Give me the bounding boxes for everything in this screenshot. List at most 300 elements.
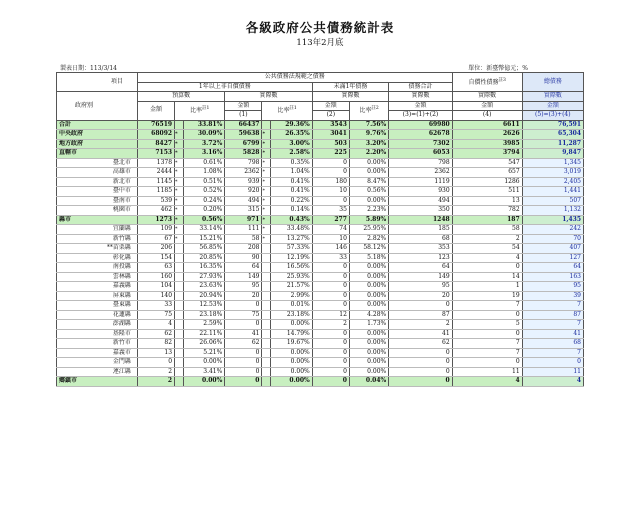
- cell-t: 149: [389, 272, 452, 282]
- cell-s: 0: [312, 377, 349, 387]
- table-row: [57, 206, 584, 216]
- cell-bs: [175, 329, 184, 339]
- cell-t: 0: [389, 348, 452, 358]
- cell-s: 277: [312, 215, 349, 225]
- cell-ar: 0.22%: [271, 196, 313, 206]
- cell-l: 782: [452, 206, 522, 216]
- cell-bs: *: [175, 206, 184, 216]
- header-budget-amount: 金額: [137, 101, 174, 120]
- cell-a: 2362: [225, 168, 262, 178]
- cell-l: 1: [452, 282, 522, 292]
- cell-tot: 2,405: [522, 177, 583, 187]
- cell-l: 511: [452, 187, 522, 197]
- cell-name: 嘉義市: [57, 348, 138, 358]
- cell-b: 75: [137, 310, 174, 320]
- header-short-ratio: 比率$^{註2}$: [349, 101, 388, 120]
- cell-l: 58: [452, 225, 522, 235]
- cell-as: [262, 301, 271, 311]
- page-title: 各級政府公共債務統計表: [245, 20, 395, 35]
- cell-t: 2: [389, 320, 452, 330]
- cell-sr: 0.00%: [349, 358, 388, 368]
- header-col5: (5)=(3)+(4): [522, 111, 583, 121]
- cell-bs: *: [175, 168, 184, 178]
- cell-a: 66437: [225, 120, 262, 130]
- cell-as: [262, 263, 271, 273]
- cell-t: 95: [389, 282, 452, 292]
- cell-s: 0: [312, 367, 349, 377]
- cell-a: 6799: [225, 139, 262, 149]
- cell-a: 0: [225, 377, 262, 387]
- cell-name: 屏東縣: [57, 291, 138, 301]
- cell-a: 0: [225, 320, 262, 330]
- cell-bs: [175, 377, 184, 387]
- cell-a: 62: [225, 339, 262, 349]
- cell-a: 920: [225, 187, 262, 197]
- cell-t: 2362: [389, 168, 452, 178]
- cell-t: 64: [389, 263, 452, 273]
- cell-t: 6053: [389, 149, 452, 159]
- cell-t: 0: [389, 377, 452, 387]
- cell-name: **苗栗縣: [57, 244, 138, 254]
- cell-t: 69980: [389, 120, 452, 130]
- cell-b: 206: [137, 244, 174, 254]
- header-total-amount: 金額: [389, 101, 452, 111]
- cell-s: 33: [312, 253, 349, 263]
- cell-a: 149: [225, 272, 262, 282]
- cell-t: 798: [389, 158, 452, 168]
- cell-b: 160: [137, 272, 174, 282]
- cell-b: 82: [137, 339, 174, 349]
- cell-name: 金門縣: [57, 358, 138, 368]
- cell-l: 0: [452, 263, 522, 273]
- cell-tot: 76,591: [522, 120, 583, 130]
- cell-b: 2: [137, 377, 174, 387]
- cell-ar: 0.43%: [271, 215, 313, 225]
- cell-ar: 12.19%: [271, 253, 313, 263]
- cell-l: 0: [452, 329, 522, 339]
- cell-b: 7153: [137, 149, 174, 159]
- cell-b: 1378: [137, 158, 174, 168]
- cell-name: 新竹縣: [57, 234, 138, 244]
- cell-b: 1185: [137, 187, 174, 197]
- cell-sr: 5.89%: [349, 215, 388, 225]
- cell-t: 0: [389, 301, 452, 311]
- cell-t: 62: [389, 339, 452, 349]
- cell-name: 南投縣: [57, 263, 138, 273]
- cell-t: 930: [389, 187, 452, 197]
- header-long-term: 1年以上非自償債務: [137, 82, 312, 92]
- cell-br: 2.59%: [183, 320, 225, 330]
- table-row: [57, 329, 584, 339]
- cell-tot: 242: [522, 225, 583, 235]
- cell-as: [262, 282, 271, 292]
- cell-sr: 0.00%: [349, 272, 388, 282]
- cell-br: 0.56%: [183, 215, 225, 225]
- cell-s: 0: [312, 272, 349, 282]
- cell-s: 10: [312, 234, 349, 244]
- table-row: [57, 234, 584, 244]
- cell-ar: 29.36%: [271, 120, 313, 130]
- cell-b: 0: [137, 358, 174, 368]
- cell-tot: 9,847: [522, 149, 583, 159]
- cell-name: 高雄市: [57, 168, 138, 178]
- cell-as: [262, 244, 271, 254]
- cell-ar: 19.67%: [271, 339, 313, 349]
- header-budget-ratio: 比率$^{註1}$: [175, 101, 225, 120]
- cell-name: 澎湖縣: [57, 320, 138, 330]
- cell-s: 180: [312, 177, 349, 187]
- cell-l: 2626: [452, 130, 522, 140]
- cell-sr: 2.82%: [349, 234, 388, 244]
- cell-tot: 11: [522, 367, 583, 377]
- cell-tot: 39: [522, 291, 583, 301]
- unit-label: 單位：新臺幣億元；%: [468, 65, 528, 72]
- cell-t: 0: [389, 358, 452, 368]
- cell-ar: 0.41%: [271, 177, 313, 187]
- table-row: [57, 196, 584, 206]
- cell-br: 23.18%: [183, 310, 225, 320]
- cell-name: 基隆市: [57, 329, 138, 339]
- cell-b: 63: [137, 263, 174, 273]
- cell-l: 7: [452, 301, 522, 311]
- cell-s: 503: [312, 139, 349, 149]
- cell-l: 11: [452, 367, 522, 377]
- cell-ar: 0.00%: [271, 367, 313, 377]
- cell-as: [262, 120, 271, 130]
- cell-b: 1145: [137, 177, 174, 187]
- header-gov: 政府別: [57, 92, 138, 121]
- cell-bs: [175, 263, 184, 273]
- header-debt-total: 債務合計: [389, 82, 452, 92]
- cell-b: 67: [137, 234, 174, 244]
- table-row: [57, 339, 584, 349]
- cell-sr: 0.00%: [349, 348, 388, 358]
- cell-tot: 87: [522, 310, 583, 320]
- cell-as: *: [262, 206, 271, 216]
- cell-bs: *: [175, 139, 184, 149]
- cell-name: 新竹市: [57, 339, 138, 349]
- cell-br: 22.11%: [183, 329, 225, 339]
- cell-br: 0.00%: [183, 377, 225, 387]
- cell-ar: 14.79%: [271, 329, 313, 339]
- cell-s: 2: [312, 320, 349, 330]
- cell-s: 3041: [312, 130, 349, 140]
- cell-ar: 2.58%: [271, 149, 313, 159]
- table-row: [57, 310, 584, 320]
- cell-ar: 2.99%: [271, 291, 313, 301]
- cell-b: 68092: [137, 130, 174, 140]
- header-total-debt: 總債務: [522, 73, 583, 92]
- cell-name: 臺南市: [57, 196, 138, 206]
- cell-br: 12.53%: [183, 301, 225, 311]
- cell-t: 1248: [389, 215, 452, 225]
- cell-l: 2: [452, 234, 522, 244]
- cell-sr: 8.47%: [349, 177, 388, 187]
- cell-br: 0.00%: [183, 358, 225, 368]
- cell-as: [262, 320, 271, 330]
- cell-s: 0: [312, 158, 349, 168]
- cell-br: 20.85%: [183, 253, 225, 263]
- cell-sr: 0.00%: [349, 367, 388, 377]
- cell-t: 123: [389, 253, 452, 263]
- cell-t: 68: [389, 234, 452, 244]
- cell-ar: 16.56%: [271, 263, 313, 273]
- cell-sr: 0.56%: [349, 187, 388, 197]
- cell-b: 154: [137, 253, 174, 263]
- cell-bs: [175, 272, 184, 282]
- table-row: [57, 377, 584, 387]
- cell-a: 64: [225, 263, 262, 273]
- header-col4: (4): [452, 111, 522, 121]
- cell-l: 14: [452, 272, 522, 282]
- cell-name: 花蓮縣: [57, 310, 138, 320]
- cell-tot: 70: [522, 234, 583, 244]
- cell-s: 3543: [312, 120, 349, 130]
- cell-bs: [175, 320, 184, 330]
- cell-ar: 0.00%: [271, 358, 313, 368]
- cell-b: 62: [137, 329, 174, 339]
- cell-br: 3.16%: [183, 149, 225, 159]
- header-col3: (3)=(1)+(2): [389, 111, 452, 121]
- cell-br: 33.14%: [183, 225, 225, 235]
- cell-bs: [175, 282, 184, 292]
- cell-name: 合計: [57, 120, 138, 130]
- table-row: [57, 120, 584, 130]
- header-grand-amount: 金額: [522, 101, 583, 111]
- cell-a: 95: [225, 282, 262, 292]
- cell-as: [262, 272, 271, 282]
- cell-br: 0.52%: [183, 187, 225, 197]
- cell-as: [262, 358, 271, 368]
- cell-ar: 57.33%: [271, 244, 313, 254]
- table-row: [57, 301, 584, 311]
- cell-bs: [175, 358, 184, 368]
- cell-l: 7: [452, 339, 522, 349]
- cell-t: 350: [389, 206, 452, 216]
- cell-l: 0: [452, 310, 522, 320]
- header-actual-4: 實際數: [452, 92, 522, 102]
- cell-b: 462: [137, 206, 174, 216]
- cell-bs: *: [175, 130, 184, 140]
- cell-sr: 0.00%: [349, 329, 388, 339]
- cell-br: 0.61%: [183, 158, 225, 168]
- cell-as: *: [262, 168, 271, 178]
- cell-bs: [175, 367, 184, 377]
- cell-bs: [175, 120, 184, 130]
- table-row: [57, 139, 584, 149]
- cell-br: 0.24%: [183, 196, 225, 206]
- cell-as: *: [262, 187, 271, 197]
- table-row: [57, 272, 584, 282]
- cell-br: 30.09%: [183, 130, 225, 140]
- cell-br: 23.63%: [183, 282, 225, 292]
- cell-br: 5.21%: [183, 348, 225, 358]
- cell-ar: 26.35%: [271, 130, 313, 140]
- table-row: [57, 253, 584, 263]
- page-subtitle: 113年2月底: [296, 38, 344, 48]
- cell-a: 971: [225, 215, 262, 225]
- cell-as: [262, 253, 271, 263]
- cell-as: *: [262, 234, 271, 244]
- cell-b: 140: [137, 291, 174, 301]
- table-row: [57, 320, 584, 330]
- cell-br: 20.94%: [183, 291, 225, 301]
- header-actual-amount: 金額: [225, 101, 262, 111]
- header-scope: 公共債務法規範之債務: [137, 73, 452, 83]
- cell-sr: 2.23%: [349, 206, 388, 216]
- cell-l: 54: [452, 244, 522, 254]
- header-actual-ratio: 比率$^{註1}$: [262, 101, 312, 120]
- cell-a: 111: [225, 225, 262, 235]
- cell-s: 10: [312, 187, 349, 197]
- cell-bs: [175, 253, 184, 263]
- cell-a: 0: [225, 348, 262, 358]
- cell-tot: 7: [522, 320, 583, 330]
- cell-name: 中央政府: [57, 130, 138, 140]
- header-actual: 實際數: [225, 92, 312, 102]
- header-actual-3: 實際數: [389, 92, 452, 102]
- cell-t: 1119: [389, 177, 452, 187]
- cell-t: 20: [389, 291, 452, 301]
- cell-sr: 0.00%: [349, 339, 388, 349]
- header-col1: (1): [225, 111, 262, 121]
- cell-ar: 33.48%: [271, 225, 313, 235]
- table-row: [57, 158, 584, 168]
- header-actual-5: 實際數: [522, 92, 583, 102]
- header-budget: 預算數: [137, 92, 224, 102]
- cell-s: 0: [312, 339, 349, 349]
- cell-name: 臺中市: [57, 187, 138, 197]
- cell-s: 0: [312, 329, 349, 339]
- cell-tot: 7: [522, 348, 583, 358]
- cell-a: 798: [225, 158, 262, 168]
- cell-a: 59638: [225, 130, 262, 140]
- cell-br: 0.20%: [183, 206, 225, 216]
- cell-a: 0: [225, 301, 262, 311]
- cell-name: 鄉鎮市: [57, 377, 138, 387]
- cell-tot: 0: [522, 358, 583, 368]
- cell-sr: 0.04%: [349, 377, 388, 387]
- cell-ar: 0.00%: [271, 377, 313, 387]
- cell-a: 0: [225, 358, 262, 368]
- table-row: [57, 130, 584, 140]
- cell-b: 2: [137, 367, 174, 377]
- cell-tot: 7: [522, 301, 583, 311]
- cell-bs: *: [175, 158, 184, 168]
- cell-t: 41: [389, 329, 452, 339]
- header-actual-2: 實際數: [312, 92, 389, 102]
- cell-t: 87: [389, 310, 452, 320]
- report-date: 製表日期：113/3/14: [60, 65, 117, 72]
- cell-bs: *: [175, 149, 184, 159]
- cell-sr: 0.00%: [349, 158, 388, 168]
- cell-bs: *: [175, 215, 184, 225]
- cell-tot: 507: [522, 196, 583, 206]
- cell-name: 縣市: [57, 215, 138, 225]
- cell-t: 0: [389, 367, 452, 377]
- cell-ar: 1.04%: [271, 168, 313, 178]
- cell-as: *: [262, 225, 271, 235]
- header-liq-amount: 金額: [452, 101, 522, 111]
- cell-br: 0.51%: [183, 177, 225, 187]
- cell-ar: 0.35%: [271, 158, 313, 168]
- cell-bs: [175, 291, 184, 301]
- cell-tot: 127: [522, 253, 583, 263]
- cell-ar: 21.57%: [271, 282, 313, 292]
- cell-tot: 1,132: [522, 206, 583, 216]
- cell-ar: 0.01%: [271, 301, 313, 311]
- cell-tot: 1,441: [522, 187, 583, 197]
- cell-a: 315: [225, 206, 262, 216]
- cell-br: 15.21%: [183, 234, 225, 244]
- cell-bs: *: [175, 234, 184, 244]
- cell-bs: [175, 339, 184, 349]
- cell-sr: 4.28%: [349, 310, 388, 320]
- cell-name: 桃園市: [57, 206, 138, 216]
- header-item: 項目: [57, 73, 138, 92]
- cell-name: 連江縣: [57, 367, 138, 377]
- cell-s: 0: [312, 358, 349, 368]
- cell-sr: 0.00%: [349, 168, 388, 178]
- cell-b: 1273: [137, 215, 174, 225]
- cell-a: 20: [225, 291, 262, 301]
- cell-s: 0: [312, 196, 349, 206]
- cell-b: 33: [137, 301, 174, 311]
- cell-sr: 2.20%: [349, 149, 388, 159]
- table-row: [57, 149, 584, 159]
- cell-l: 1286: [452, 177, 522, 187]
- cell-tot: 3,019: [522, 168, 583, 178]
- cell-br: 16.35%: [183, 263, 225, 273]
- cell-as: [262, 367, 271, 377]
- cell-tot: 41: [522, 329, 583, 339]
- cell-bs: *: [175, 177, 184, 187]
- cell-ar: 3.00%: [271, 139, 313, 149]
- cell-sr: 9.76%: [349, 130, 388, 140]
- cell-l: 6611: [452, 120, 522, 130]
- cell-l: 0: [452, 358, 522, 368]
- cell-bs: [175, 348, 184, 358]
- cell-as: *: [262, 130, 271, 140]
- cell-a: 58: [225, 234, 262, 244]
- cell-ar: 13.27%: [271, 234, 313, 244]
- header-short-term: 未滿1年債務: [312, 82, 389, 92]
- cell-as: [262, 310, 271, 320]
- debt-table: [56, 72, 584, 387]
- cell-tot: 1,345: [522, 158, 583, 168]
- cell-ar: 0.00%: [271, 320, 313, 330]
- cell-br: 56.85%: [183, 244, 225, 254]
- cell-tot: 4: [522, 377, 583, 387]
- cell-as: [262, 329, 271, 339]
- cell-ar: 0.14%: [271, 206, 313, 216]
- cell-as: *: [262, 139, 271, 149]
- cell-tot: 64: [522, 263, 583, 273]
- cell-tot: 407: [522, 244, 583, 254]
- cell-sr: 5.18%: [349, 253, 388, 263]
- cell-name: 雲林縣: [57, 272, 138, 282]
- header-short-amount: 金額: [312, 101, 349, 111]
- cell-s: 0: [312, 263, 349, 273]
- table-row: [57, 282, 584, 292]
- cell-s: 74: [312, 225, 349, 235]
- table-row: [57, 348, 584, 358]
- cell-l: 187: [452, 215, 522, 225]
- cell-a: 0: [225, 367, 262, 377]
- cell-tot: 68: [522, 339, 583, 349]
- cell-ar: 25.93%: [271, 272, 313, 282]
- cell-l: 19: [452, 291, 522, 301]
